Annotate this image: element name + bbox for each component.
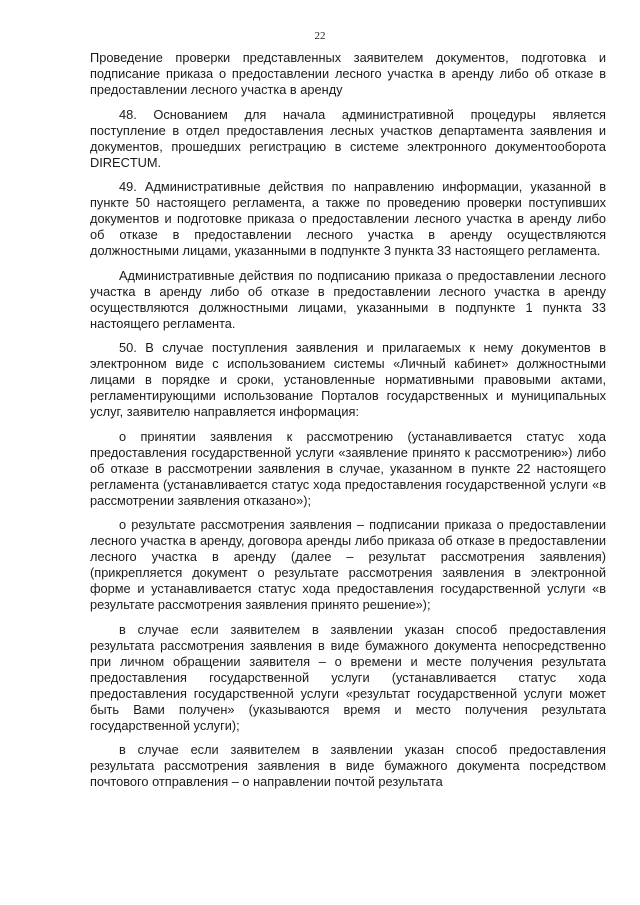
document-body xyxy=(90,50,606,799)
paragraph-49-signing: Административные действия по подписанию приказа о предоставлении лесного участка в аренду либо об отказе в предоставлении лесного участка в аренду осуществляются должностными лицами, указанными в подпункте 1 пункта 33 настоящего регламента. xyxy=(90,267,606,331)
section-heading-paragraph: Проведение проверки представленных заявителем документов, подготовка и подписание приказа о предоставлении лесного участка в аренду либо об отказе в предоставлении лесного участка в аренду xyxy=(90,50,606,97)
paragraph-48: 48. Основанием для начала административной процедуры является поступление в отдел предоставления лесных участков департамента заявления и документов, прошедших регистрацию в системе электронного документооборота DIRECTUM. xyxy=(90,106,606,170)
paragraph-50: 50. В случае поступления заявления и прилагаемых к нему документов в электронном виде с использованием системы «Личный кабинет» должностными лицами в порядке и сроки, установленные нормативными правовыми актами, регламентирующими использование Порталов государственных и муниципальных услуг, заявителю направляется информация: xyxy=(90,340,606,419)
list-item-result: о результате рассмотрения заявления – подписании приказа о предоставлении лесного участка в аренду, договора аренды либо приказа об отказе в предоставлении лесного участка в аренду (далее – результат рассмотрения заявления) (прикрепляется документ о результате рассмотрения заявления в электронной форме и устанавливается статус хода предоставления государственной услуги «в результате рассмотрения заявления принято решение»); xyxy=(90,517,606,612)
page-number: 22 xyxy=(314,30,326,42)
list-item-acceptance: о принятии заявления к рассмотрению (устанавливается статус хода предоставления государственной услуги «заявление принято к рассмотрению») либо об отказе в рассмотрении заявления в случае, указанном в пункте 22 настоящего регламента (устанавливается статус хода предоставления государственной услуги «в рассмотрении заявления отказано»); xyxy=(90,428,606,508)
paragraph-49: 49. Административные действия по направлению информации, указанной в пункте 50 настоящего регламента, а также по проведению проверки поступивших документов и подготовке приказа о предоставлении лесного участка в аренду либо об отказе в предоставлении лесного участка в аренду осуществляются должностными лицами, указанными в подпункте 3 пункта 33 настоящего регламента. xyxy=(90,179,606,258)
list-item-personal-pickup: в случае если заявителем в заявлении указан способ предоставления результата рассмотрения заявления в виде бумажного документа непосредственно при личном обращении заявителя – о времени и месте получения результата предоставления государственной услуги (устанавливается статус хода предоставления государственной услуги «результат государственной услуги может быть Вами получен» (указываются время и место получения результата государственной услуги); xyxy=(90,621,606,733)
list-item-postal: в случае если заявителем в заявлении указан способ предоставления результата рассмотрения заявления в виде бумажного документа посредством почтового отправления – о направлении почтой результата xyxy=(90,742,606,789)
